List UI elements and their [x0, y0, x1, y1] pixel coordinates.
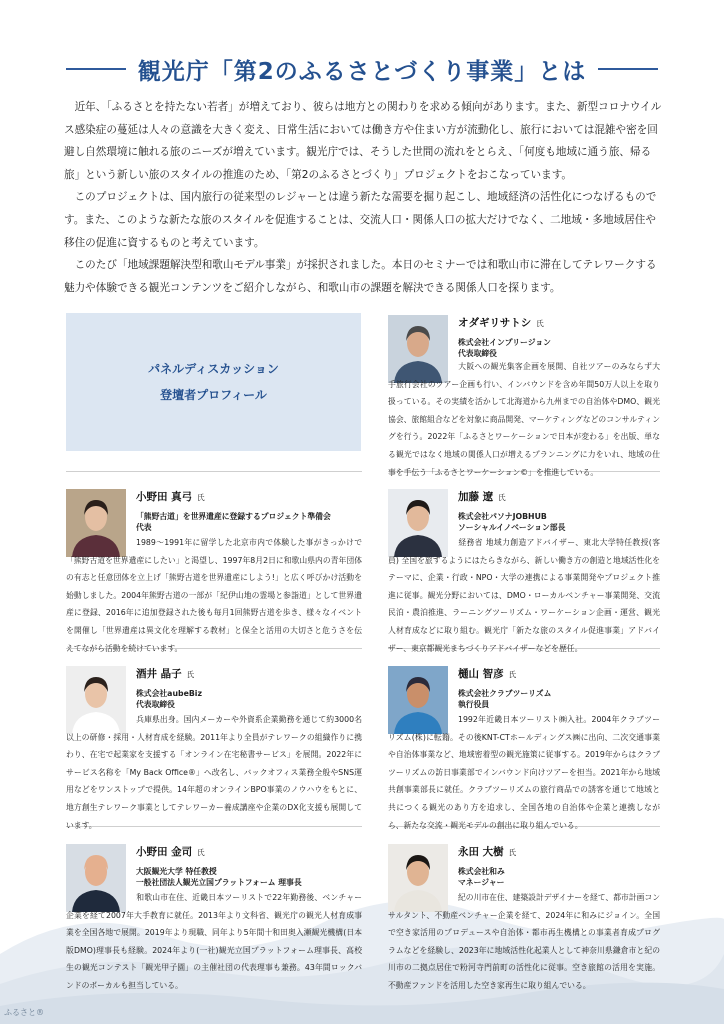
- speaker-bio: 大阪への観光集客企画を展開、自社ツアーのみならず大手旅行会社のツアー企画も行い、インバウンドを含め年間50万人以上を取り扱っている。その実績を活かして北海道から九州までの自治体やDMO、観光協会、旅館組合などを対象に商品開発、マーケティングなどのコンサルティングを行う。2022年「ふるさとワーケーションで日本が変わる」を出版、単なる観光ではなく地域の関係人口が増えるプランニングに力をいれ、地域の仕事を手伝う「ふるさとワーケーション©」を推進している。: [388, 362, 660, 477]
- header-rule-right: [598, 68, 658, 70]
- speaker-affiliation: 株式会社クラブツーリズム 執行役員: [458, 689, 552, 709]
- intro-paragraph: このプロジェクトは、国内旅行の従来型のレジャーとは違う新たな需要を掘り起こし、地域経済の活性化につなげるものです。また、このような新たな旅のスタイルを促進することは、交流人口・関係人口の拡大だけでなく、二地域・多地域居住や移住の促進に資するものと考えています。: [64, 191, 657, 249]
- speaker-name: 加藤 遼 氏: [458, 491, 506, 503]
- speaker-name: 樋山 智彦 氏: [458, 668, 517, 680]
- panel-heading-line1: パネルディスカッション: [148, 362, 279, 376]
- page-title: 観光庁「第2のふるさとづくり事業」とは: [137, 58, 587, 85]
- profile-card: [66, 489, 362, 653]
- profile-card: [66, 666, 362, 830]
- panel-heading-line2: 登壇者プロフィール: [160, 388, 267, 402]
- speaker-bio: 紀の川市在住、建築設計デザイナーを経て、都市計画コンサルタント、不動産ベンチャー企業を経て、2024年に和みにジョイン。全国で空き家活用のプロデュースや自治体・都市再生機構との事業者育成プログラムなどを経験し、2023年に地域活性化起業人として神奈川県鎌倉市と紀の川市の二拠点居住で粉河寺門前町の活性化に従事。空き旅館の活用を実施。不動産ファンドを活用した空き家再生に取り組んでいる。: [388, 893, 661, 990]
- speaker-name: 永田 大樹 氏: [458, 846, 517, 858]
- speaker-affiliation: 株式会社和み マネージャー: [458, 867, 505, 887]
- speaker-affiliation: 大阪観光大学 特任教授 一般社団法人観光立国プラットフォーム 理事長: [136, 867, 302, 887]
- divider: [66, 471, 362, 472]
- speaker-name: 小野田 真弓 氏: [136, 491, 205, 503]
- speaker-bio: 経務省 地域力創造アドバイザー、東北大学特任教授(客員) 全国を旅するようにはたらきながら、新しい働き方の創造と地域活性化をテーマに、企業・行政・NPO・大学の連携による事業開発やプロジェクト推進に従事。観光分野においては、DMO・ローカルベンチャー事業開発、交流民泊・農泊推進、ラーニングツーリズム・ワーケーション企画・運営、観光人材育成などに取り組む。観光庁「新たな旅のスタイル促進事業」アドバイザー、東京都観光まちづくりアドバイザーなどを歴任。: [388, 538, 660, 653]
- profile-card: [388, 315, 660, 477]
- panel-heading-box: [66, 313, 361, 451]
- page-header: [0, 52, 724, 86]
- speaker-bio: 1992年近畿日本ツーリスト㈱入社。2004年クラブツーリズム(株)に転籍。その後KNT-CTホールディングス㈱に出向、二次交通事業や自治体事業など、地域密着型の観光施策に従事する。2019年からはクラブツーリズムの訪日事業部でインバウンド向けツアーを担当。2021年から地域共創事業部長に就任。クラブツーリズムの旅行商品での誘客を通じて地域と共につくる観光のあり方を追求し、全国各地の自治体や企業と連携しながら、新たな交流・観光モデルの創出に取り組んでいる。: [388, 715, 660, 830]
- speaker-affiliation: 「熊野古道」を世界遺産に登録するプロジェクト準備会 代表: [136, 512, 331, 532]
- speaker-name: オダギリサトシ 氏: [458, 317, 544, 329]
- header-rule-left: [66, 68, 126, 70]
- profile-card: [388, 666, 660, 830]
- speaker-name: 小野田 金司 氏: [136, 846, 205, 858]
- speaker-affiliation: 株式会社aubeBiz 代表取締役: [136, 689, 203, 709]
- footer-logo: ふるさと®: [4, 1008, 44, 1017]
- speaker-bio: 1989～1991年に留学した北京市内で体験した事がきっかけで「熊野古道を世界遺産にしたい」と渇望し、1997年8月2日に和歌山県内の青年団体の有志と任意団体を立上げ「熊野古道を世界遺産にしよう!」と広く呼びかけ活動を始動しました。2004年熊野古道の一部が「紀伊山地の霊場と参詣道」として世界遺産に登録、2016年に追加登録された後も毎月1回熊野古道を歩き、様々なイベントを開催し「世界遺産は異文化を理解する教材」と保全と活用の大切さと危うさを伝えてながら活動を続けています。: [66, 538, 362, 653]
- intro-text: [64, 96, 664, 299]
- profile-card: [66, 844, 362, 994]
- speaker-bio: 兵庫県出身。国内メーカーや外資系企業勤務を通じて約3000名以上の研修・採用・人材育成を経験。2011年より全員がテレワークの組織作りに携わり、在宅で起業家を支援する「オンライン在宅秘書サービス」を展開。2022年にサービス名称を「My Back Office®」へ改名し、バックオフィス業務全般やSNS運用などをワンストップで提供。14年超のオンラインBPO事業のノウハウをもとに、地方創生テレワーク事業としてテレワーカー養成講座や企業のDX化支援も展開しています。: [66, 715, 362, 830]
- intro-paragraph: このたび「地域課題解決型和歌山モデル事業」が採択されました。本日のセミナーでは和歌山市に滞在してテレワークする魅力や体験できる観光コンテンツをご紹介しながら、和歌山市の課題を解決できる関係人口を探ります。: [64, 259, 657, 294]
- profile-card: [388, 489, 660, 653]
- speaker-affiliation: 株式会社インプリージョン 代表取締役: [458, 338, 551, 358]
- intro-paragraph: 近年、「ふるさとを持たない若者」が増えており、彼らは地方との関わりを求める傾向があります。また、新型コロナウイルス感染症の蔓延は人々の意識を大きく変え、日常生活においては働き方や住まい方が流動化し、旅行においては混雑や密を回避し自然環境に触れる旅のニーズが増えています。観光庁では、そうした世間の流れをとらえ、「何度も地域に通う旅、帰る旅」という新しい旅のスタイルの推進のため、「第2のふるさとづくり」プロジェクトをおこなっています。: [64, 101, 662, 181]
- speaker-name: 酒井 晶子 氏: [136, 668, 195, 680]
- speaker-affiliation: 株式会社パソナJOBHUB ソーシャルイノベーション部長: [458, 512, 566, 532]
- profile-card: [388, 844, 660, 994]
- speaker-bio: 和歌山市在住、近畿日本ツーリストで22年勤務後、ベンチャー企業を経て2007年大手教育に就任。2013年より文科省、観光庁の観光人材育成事業を全国各地で展開。2019年より現職、同年より5年間十和田奥入瀬観光機構(日本版DMO)理事長も経験。2024年より(一社)観光立国プラットフォーム理事長、高校生の観光コンテスト「観光甲子園」の主催社団の代表理事も兼務。43年間ロックバンドのボーカルも担当している。: [66, 893, 362, 990]
